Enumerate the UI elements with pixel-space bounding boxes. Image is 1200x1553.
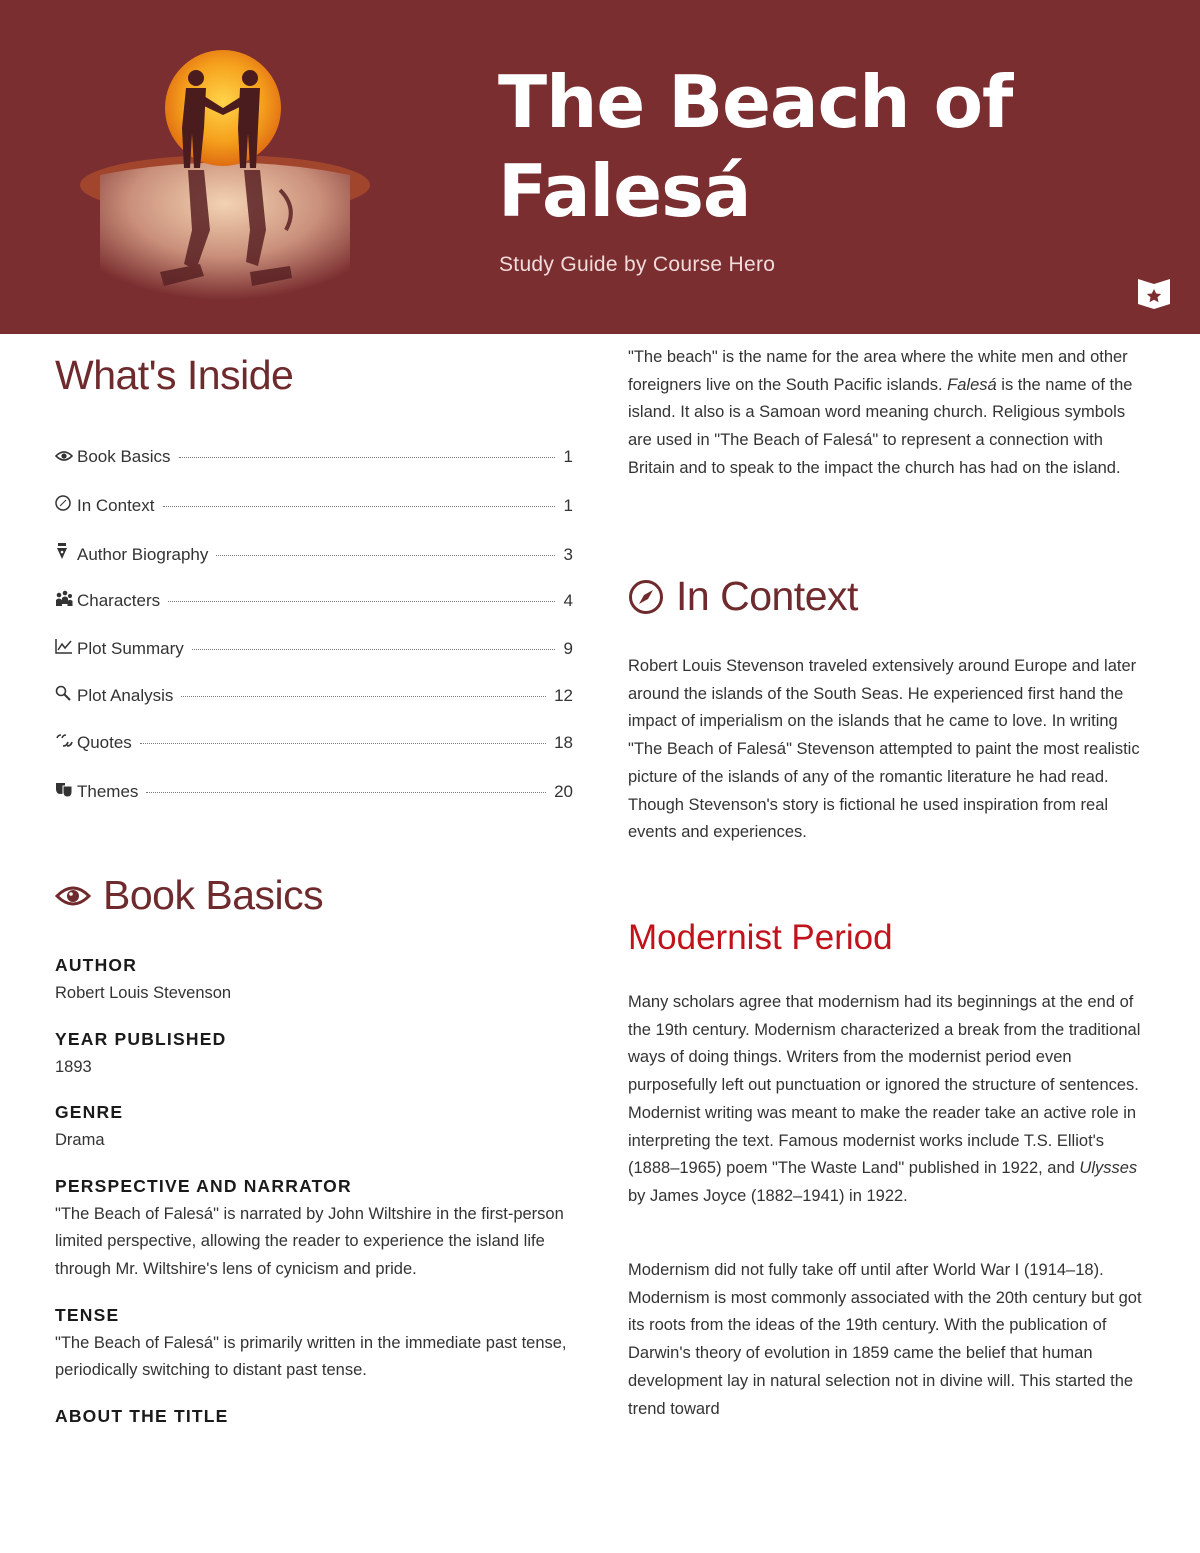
field-year-published	[55, 1028, 575, 1082]
field-label: YEAR PUBLISHED	[55, 1028, 227, 1049]
text-run: by James Joyce (1882–1941) in 1922.	[628, 1186, 908, 1205]
toc-page-number: 12	[554, 686, 573, 706]
italic-run: Falesá	[947, 375, 997, 394]
toc-item-quotes[interactable]	[55, 733, 573, 781]
document-subtitle: Study Guide by Course Hero	[499, 253, 776, 276]
field-label: PERSPECTIVE AND NARRATOR	[55, 1175, 352, 1196]
text-run: Many scholars agree that modernism had its beginnings at the end of the 19th century. Modernism characterized a break from the traditional ways of doing things. Writers from the modernist period even purposefully left out punctuation or ignored the structure of sentences. Modernist writing was meant to make the reader take an active role in interpreting the text. Famous modernist works include T.S. Elliot's (1888–1965) poem "The Waste Land" published in 1922, and	[628, 993, 1141, 1178]
in-context-heading	[628, 573, 858, 620]
document-title: The Beach of Falesá	[498, 60, 1013, 233]
cover-header	[0, 0, 1200, 334]
in-context-heading-text: In Context	[676, 573, 858, 619]
toc-leader-dots	[163, 506, 556, 507]
toc-label: Author Biography	[77, 545, 209, 565]
field-label: TENSE	[55, 1304, 120, 1325]
field-perspective-narrator	[55, 1175, 575, 1284]
toc-label: Themes	[77, 781, 139, 801]
book-basics-heading	[55, 872, 323, 919]
toc-label: Book Basics	[77, 447, 171, 466]
field-label: ABOUT THE TITLE	[55, 1405, 229, 1426]
toc-label: Characters	[77, 591, 161, 611]
toc-label: Quotes	[77, 733, 132, 753]
toc-leader-dots	[192, 649, 555, 650]
field-value: Robert Louis Stevenson	[55, 984, 232, 1002]
toc-leader-dots	[168, 601, 555, 602]
field-label: AUTHOR	[55, 955, 138, 975]
text-run: is the name of the island. It also is a Samoan word meaning church. Religious symbols are used in "The Beach of Falesá" to represent a connection with Britain and to speak to the impact the church has had on the island.	[628, 375, 1133, 477]
toc-page-number: 1	[563, 495, 573, 515]
field-genre	[55, 1101, 575, 1155]
toc-page-number: 9	[563, 638, 573, 658]
line-chart-icon	[55, 638, 77, 658]
quote-icon	[55, 734, 77, 752]
pen-nib-icon	[55, 542, 77, 564]
text-run: "The beach" is the name for the area where the white men and other foreigners live on the South Pacific islands.	[628, 348, 1128, 394]
toc-page-number: 3	[563, 545, 573, 565]
field-value: 1893	[55, 1057, 92, 1076]
toc-leader-dots	[216, 555, 555, 556]
toc-item-themes[interactable]	[55, 781, 573, 829]
book-basics-heading-text: Book Basics	[103, 872, 324, 918]
field-label: GENRE	[55, 1102, 124, 1123]
field-author	[55, 954, 575, 1008]
people-icon	[55, 590, 77, 610]
italic-run: Ulysses	[1079, 1159, 1138, 1178]
book-basics-fields	[55, 954, 575, 1447]
course-hero-logo-icon	[1137, 276, 1171, 310]
toc-leader-dots	[179, 457, 555, 458]
toc-page-number: 18	[554, 733, 573, 753]
field-value: Drama	[55, 1131, 105, 1150]
in-context-paragraph: Robert Louis Stevenson traveled extensively around Europe and later around the islands of the South Seas. He experienced first hand the impact of imperialism on the islands that he came to love. In writing "The Beach of Falesá" Stevenson attempted to paint the most realistic picture of the islands of any of the romantic literature he had read. Though Stevenson's story is fictional he used inspiration from real events and experiences.	[628, 657, 1140, 842]
compass-icon	[628, 579, 664, 615]
toc-page-number: 4	[563, 591, 573, 611]
toc-leader-dots	[181, 696, 546, 697]
toc-label: Plot Analysis	[77, 686, 174, 706]
toc-label: In Context	[77, 495, 155, 515]
toc-item-characters[interactable]	[55, 590, 573, 638]
toc-page-number: 1	[563, 447, 573, 466]
field-value: "The Beach of Falesá" is primarily written in the immediate past tense, periodically switching to distant past tense.	[55, 1333, 567, 1380]
modernist-paragraph-1	[628, 989, 1153, 1211]
toc-page-number: 20	[554, 781, 573, 801]
masks-icon	[55, 781, 77, 801]
eye-icon	[55, 884, 91, 908]
modernist-period-heading: Modernist Period	[628, 918, 893, 957]
toc-leader-dots	[146, 792, 546, 793]
cover-illustration	[80, 40, 370, 300]
toc-label: Plot Summary	[77, 638, 184, 658]
toc-item-author-biography[interactable]	[55, 542, 573, 590]
field-about-title	[55, 1405, 575, 1427]
field-value: "The Beach of Falesá" is narrated by John Wiltshire in the first-person limited perspective, allowing the reader to experience the island life through Mr. Wiltshire's lens of cynicism and pride.	[55, 1204, 564, 1278]
contents-heading: What's Inside	[55, 352, 294, 398]
toc-item-in-context[interactable]	[55, 495, 573, 543]
toc-item-plot-summary[interactable]	[55, 638, 573, 686]
toc-item-plot-analysis[interactable]	[55, 685, 573, 733]
table-of-contents	[55, 447, 573, 829]
eye-icon	[55, 449, 77, 466]
toc-item-book-basics[interactable]	[55, 447, 573, 495]
about-title-paragraph	[628, 344, 1153, 483]
compass-icon	[55, 495, 77, 515]
magnifier-icon	[55, 685, 77, 705]
toc-leader-dots	[140, 743, 546, 744]
field-tense	[55, 1304, 575, 1385]
modernist-paragraph-2: Modernism did not fully take off until after World War I (1914–18). Modernism is most commonly associated with the 20th century but got its roots from the ideas of the 19th century. With the publication of Darwin's theory of evolution in 1859 came the belief that human development lay in natural selection not in divine will. This started the trend toward	[628, 1261, 1142, 1418]
